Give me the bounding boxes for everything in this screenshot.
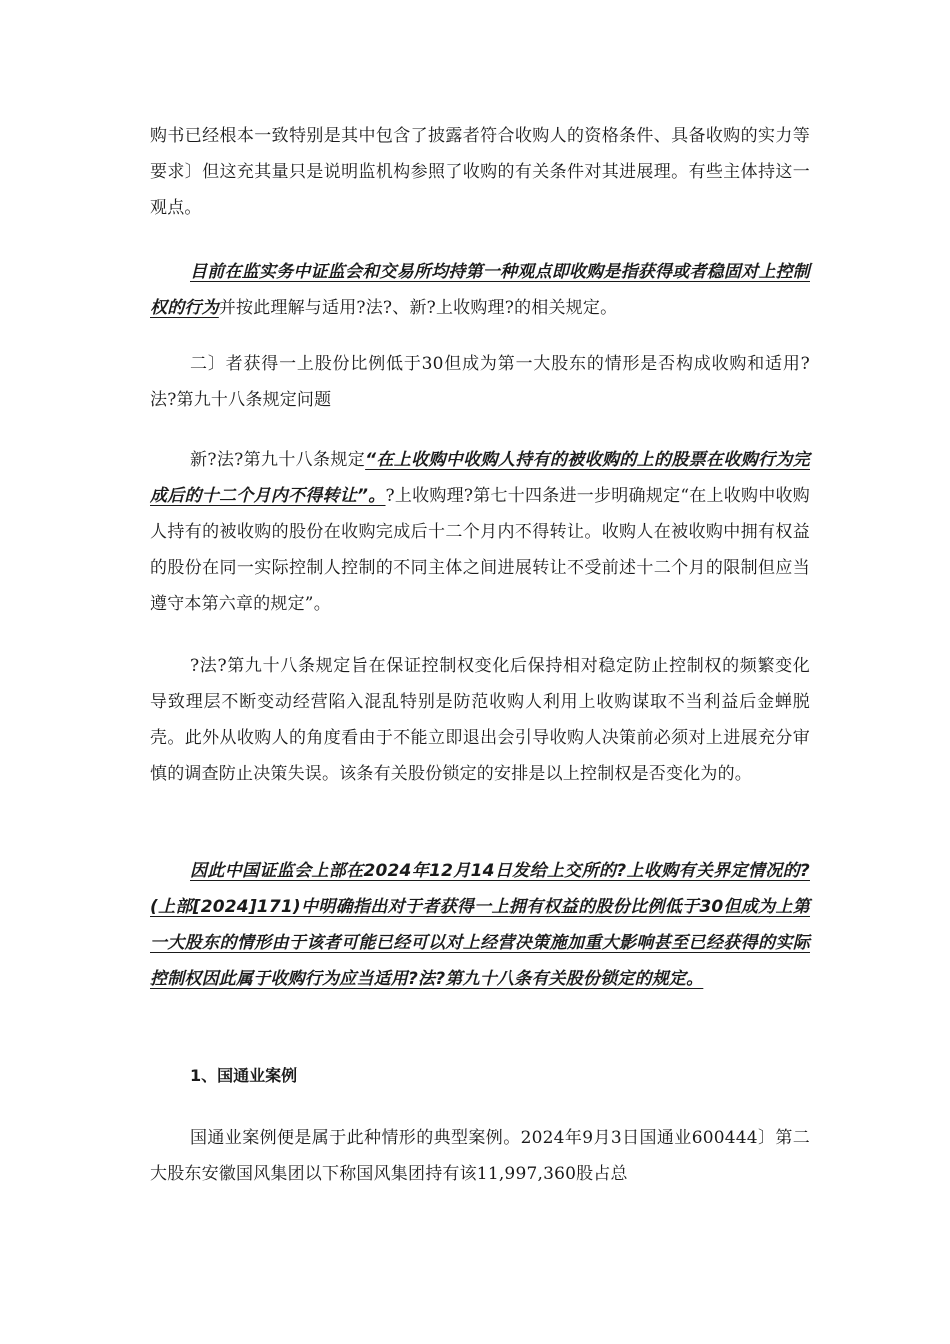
paragraph-article-98-purpose: ?法?第九十八条规定旨在保证控制权变化后保持相对稳定防止控制权的频繁变化导致理层不断变动经营陷入混乱特别是防范收购人利用上收购谋取不当利益后金蝉脱壳。此外从收购人的角度看由于不能立即退出会引导收购人决策前必须对上进展充分审慎的调查防止决策失误。该条有关股份锁定的安排是以上控制权是否变化为的。 [150,656,810,784]
emphasis-article-98-quote: “在上收购中收购人持有的被收购的上的股票在收购行为完成后的十二个月内不得转让”。 [150,450,810,506]
section-heading-question-two: 二〕者获得一上股份比例低于30但成为第一大股东的情形是否构成收购和适用?法?第九十八条规定问题 [150,354,810,410]
emphasis-csrc-notice: 因此中国证监会上部在2024年12月14日发给上交所的?上收购有关界定情况的?(上部[2024]171)中明确指出对于者获得一上拥有权益的股份比例低于30但成为上第一大股东的情形由于该者可能已经可以对上经营决策施加重大影响甚至已经获得的实际控制权因此属于收购行为应当适用?法?第九十八条有关股份锁定的规定。 [150,861,810,989]
paragraph-acquisition-report: 购书已经根本一致特别是其中包含了披露者符合收购人的资格条件、具备收购的实力等要求〕但这充其量只是说明监机构参照了收购的有关条件对其进展理。有些主体持这一观点。 [150,126,810,218]
paragraph-regulatory-view-rest: 并按此理解与适用?法?、新?上收购理?的相关规定。 [218,298,618,318]
paragraph-guotong-case: 国通业案例便是属于此种情形的典型案例。2024年9月3日国通业600444〕第二大股东安徽国风集团以下称国风集团持有该11,997,360股占总 [150,1128,810,1184]
emphasis-regulatory-view: 目前在监实务中证监会和交易所均持第一种观点即收购是指获得或者稳固对上控制权的行为 [150,262,810,318]
paragraph-regulatory-view [150,254,810,326]
paragraph-article-98 [150,442,810,622]
paragraph-csrc-notice [150,853,810,997]
article-98-lead: 新?法?第九十八条规定 [190,450,366,470]
case-heading-guotong: 1、国通业案例 [190,1066,298,1085]
article-98-rest: ?上收购理?第七十四条进一步明确规定“在上收购中收购人持有的被收购的股份在收购完成后十二个月内不得转让。收购人在被收购中拥有权益的股份在同一实际控制人控制的不同主体之间进展转让不受前述十二个月的限制但应当遵守本第六章的规定”。 [150,486,810,614]
